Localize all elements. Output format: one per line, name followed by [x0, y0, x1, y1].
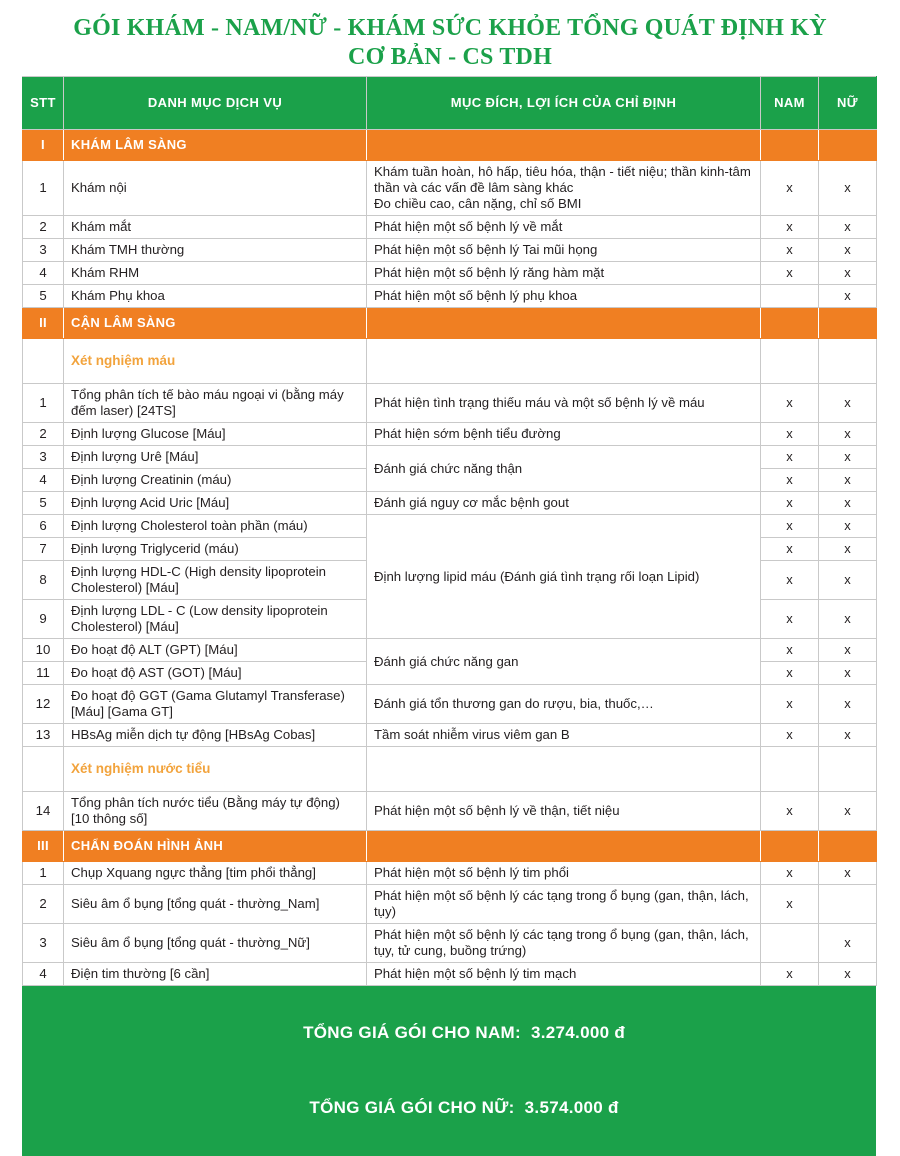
subsection-blank-purpose: [367, 339, 761, 384]
subsection-title: Xét nghiệm nước tiểu: [64, 747, 367, 792]
section-blank-purpose: [367, 831, 761, 862]
cell-purpose: Phát hiện một số bệnh lý các tạng trong ổ bụng (gan, thận, lách, tụy): [367, 885, 761, 924]
cell-female-mark: x: [819, 724, 877, 747]
total-price-male-label: TỔNG GIÁ GÓI CHO NAM:: [303, 1023, 521, 1042]
cell-male-mark: x: [761, 239, 819, 262]
cell-female-mark: x: [819, 161, 877, 216]
cell-purpose: Phát hiện một số bệnh lý về thận, tiết niệu: [367, 792, 761, 831]
cell-purpose: Phát hiện một số bệnh lý tim mạch: [367, 963, 761, 986]
cell-female-mark: x: [819, 662, 877, 685]
section-blank-purpose: [367, 130, 761, 161]
cell-male-mark: x: [761, 600, 819, 639]
cell-purpose: Phát hiện một số bệnh lý răng hàm mặt: [367, 262, 761, 285]
cell-male-mark: [761, 285, 819, 308]
total-price-female-spacer: [515, 1098, 525, 1117]
table-header-row: [23, 77, 877, 130]
cell-service-name: Khám nội: [64, 161, 367, 216]
cell-male-mark: x: [761, 639, 819, 662]
cell-male-mark: [761, 924, 819, 963]
total-price-male-row: [22, 995, 876, 1070]
cell-stt: 4: [23, 963, 64, 986]
cell-service-name: Định lượng LDL - C (Low density lipoprotein Cholesterol) [Máu]: [64, 600, 367, 639]
table-row: [23, 423, 877, 446]
cell-stt: 14: [23, 792, 64, 831]
cell-service-name: Định lượng Glucose [Máu]: [64, 423, 367, 446]
cell-male-mark: x: [761, 161, 819, 216]
cell-service-name: Định lượng Creatinin (máu): [64, 469, 367, 492]
cell-service-name: Định lượng Cholesterol toàn phần (máu): [64, 515, 367, 538]
subsection-blank-male: [761, 747, 819, 792]
service-table: [22, 76, 877, 986]
cell-service-name: Khám Phụ khoa: [64, 285, 367, 308]
cell-male-mark: x: [761, 423, 819, 446]
subsection-title: Xét nghiệm máu: [64, 339, 367, 384]
total-price-female-row: [22, 1070, 876, 1145]
cell-purpose: Tầm soát nhiễm virus viêm gan B: [367, 724, 761, 747]
cell-male-mark: x: [761, 885, 819, 924]
page-title: [0, 0, 900, 74]
cell-service-name: Đo hoạt độ AST (GOT) [Máu]: [64, 662, 367, 685]
subsection-blank-male: [761, 339, 819, 384]
table-row: [23, 862, 877, 885]
cell-male-mark: x: [761, 561, 819, 600]
cell-female-mark: x: [819, 239, 877, 262]
cell-stt: 1: [23, 862, 64, 885]
cell-stt: 9: [23, 600, 64, 639]
cell-male-mark: x: [761, 469, 819, 492]
cell-service-name: Chụp Xquang ngực thẳng [tim phổi thẳng]: [64, 862, 367, 885]
cell-stt: 1: [23, 161, 64, 216]
cell-service-name: Đo hoạt độ GGT (Gama Glutamyl Transferase) [Máu] [Gama GT]: [64, 685, 367, 724]
table-row: [23, 924, 877, 963]
table-row: [23, 492, 877, 515]
cell-female-mark: x: [819, 423, 877, 446]
section-blank-male: [761, 308, 819, 339]
total-price-male-spacer: [521, 1023, 531, 1042]
section-title: CẬN LÂM SÀNG: [64, 308, 367, 339]
cell-stt: 13: [23, 724, 64, 747]
cell-stt: 4: [23, 262, 64, 285]
section-numeral: II: [23, 308, 64, 339]
cell-stt: 1: [23, 384, 64, 423]
section-numeral: III: [23, 831, 64, 862]
subsection-blank-female: [819, 339, 877, 384]
cell-purpose: Phát hiện một số bệnh lý về mắt: [367, 216, 761, 239]
column-header-stt: STT: [23, 77, 64, 130]
cell-service-name: Khám RHM: [64, 262, 367, 285]
table-row: [23, 216, 877, 239]
cell-female-mark: [819, 885, 877, 924]
section-blank-male: [761, 130, 819, 161]
cell-male-mark: x: [761, 262, 819, 285]
column-header-male: NAM: [761, 77, 819, 130]
cell-stt: 10: [23, 639, 64, 662]
table-row: [23, 285, 877, 308]
cell-female-mark: x: [819, 446, 877, 469]
total-price-female-label: TỔNG GIÁ GÓI CHO NỮ:: [309, 1098, 515, 1117]
cell-female-mark: x: [819, 685, 877, 724]
table-row: [23, 885, 877, 924]
cell-service-name: Siêu âm ổ bụng [tổng quát - thường_Nữ]: [64, 924, 367, 963]
subsection-blank-stt: [23, 339, 64, 384]
section-title: KHÁM LÂM SÀNG: [64, 130, 367, 161]
section-header-row: [23, 308, 877, 339]
cell-stt: 3: [23, 239, 64, 262]
cell-female-mark: x: [819, 285, 877, 308]
cell-female-mark: x: [819, 469, 877, 492]
cell-male-mark: x: [761, 538, 819, 561]
cell-stt: 4: [23, 469, 64, 492]
cell-service-name: Siêu âm ổ bụng [tổng quát - thường_Nam]: [64, 885, 367, 924]
cell-female-mark: x: [819, 792, 877, 831]
cell-service-name: Định lượng HDL-C (High density lipoprotein Cholesterol) [Máu]: [64, 561, 367, 600]
cell-female-mark: x: [819, 216, 877, 239]
cell-purpose: Phát hiện một số bệnh lý Tai mũi họng: [367, 239, 761, 262]
table-row: [23, 446, 877, 469]
cell-female-mark: x: [819, 862, 877, 885]
cell-service-name: Định lượng Urê [Máu]: [64, 446, 367, 469]
section-blank-female: [819, 130, 877, 161]
section-numeral: I: [23, 130, 64, 161]
cell-stt: 8: [23, 561, 64, 600]
cell-male-mark: x: [761, 492, 819, 515]
cell-stt: 6: [23, 515, 64, 538]
cell-service-name: Tổng phân tích nước tiểu (Bằng máy tự động) [10 thông số]: [64, 792, 367, 831]
cell-purpose: Định lượng lipid máu (Đánh giá tình trạng rối loạn Lipid): [367, 515, 761, 639]
table-row: [23, 384, 877, 423]
cell-purpose: Phát hiện tình trạng thiếu máu và một số bệnh lý về máu: [367, 384, 761, 423]
section-header-row: [23, 130, 877, 161]
cell-female-mark: x: [819, 963, 877, 986]
cell-stt: 2: [23, 216, 64, 239]
cell-service-name: Định lượng Triglycerid (máu): [64, 538, 367, 561]
section-blank-female: [819, 308, 877, 339]
cell-male-mark: x: [761, 685, 819, 724]
table-row: [23, 685, 877, 724]
table-row: [23, 639, 877, 662]
column-header-purpose: MỤC ĐÍCH, LỢI ÍCH CỦA CHỈ ĐỊNH: [367, 77, 761, 130]
section-blank-male: [761, 831, 819, 862]
cell-purpose: Đánh giá tổn thương gan do rượu, bia, thuốc,…: [367, 685, 761, 724]
cell-stt: 7: [23, 538, 64, 561]
cell-male-mark: x: [761, 792, 819, 831]
subsection-blank-female: [819, 747, 877, 792]
table-header: [23, 77, 877, 130]
table-row: [23, 239, 877, 262]
total-price-male-value: 3.274.000 đ: [531, 1023, 626, 1042]
cell-purpose: Đánh giá nguy cơ mắc bệnh gout: [367, 492, 761, 515]
table-row: [23, 161, 877, 216]
column-header-female: NỮ: [819, 77, 877, 130]
section-blank-female: [819, 831, 877, 862]
cell-female-mark: x: [819, 262, 877, 285]
cell-stt: 5: [23, 492, 64, 515]
table-row: [23, 262, 877, 285]
cell-stt: 2: [23, 885, 64, 924]
cell-female-mark: x: [819, 538, 877, 561]
cell-female-mark: x: [819, 515, 877, 538]
subsection-blank-stt: [23, 747, 64, 792]
page-title-line1: GÓI KHÁM - NAM/NỮ - KHÁM SỨC KHỎE TỔNG QUÁT ĐỊNH KỲ: [73, 15, 827, 41]
cell-stt: 5: [23, 285, 64, 308]
cell-stt: 11: [23, 662, 64, 685]
cell-purpose: Đánh giá chức năng gan: [367, 639, 761, 685]
table-row: [23, 724, 877, 747]
cell-purpose: Phát hiện sớm bệnh tiểu đường: [367, 423, 761, 446]
service-table-wrapper: [22, 76, 876, 986]
subsection-header-row: [23, 339, 877, 384]
cell-service-name: Định lượng Acid Uric [Máu]: [64, 492, 367, 515]
cell-purpose: Khám tuần hoàn, hô hấp, tiêu hóa, thận - tiết niệu; thần kinh-tâm thần và các vấn đề lâm sàng khác Đo chiều cao, cân nặng, chỉ số BMI: [367, 161, 761, 216]
table-row: [23, 963, 877, 986]
cell-stt: 12: [23, 685, 64, 724]
page-title-line2: CƠ BẢN - CS TDH: [348, 44, 552, 70]
cell-stt: 3: [23, 924, 64, 963]
cell-male-mark: x: [761, 963, 819, 986]
cell-female-mark: x: [819, 561, 877, 600]
table-row: [23, 515, 877, 538]
cell-service-name: Khám TMH thường: [64, 239, 367, 262]
cell-female-mark: x: [819, 384, 877, 423]
cell-purpose: Phát hiện một số bệnh lý các tạng trong ổ bụng (gan, thận, lách, tụy, tử cung, buồng trứng): [367, 924, 761, 963]
cell-stt: 2: [23, 423, 64, 446]
total-price-female-value: 3.574.000 đ: [524, 1098, 619, 1117]
total-price-footer: [22, 986, 876, 1156]
section-blank-purpose: [367, 308, 761, 339]
cell-service-name: Tổng phân tích tế bào máu ngoại vi (bằng máy đếm laser) [24TS]: [64, 384, 367, 423]
cell-male-mark: x: [761, 216, 819, 239]
cell-female-mark: x: [819, 924, 877, 963]
subsection-header-row: [23, 747, 877, 792]
cell-female-mark: x: [819, 639, 877, 662]
cell-purpose: Đánh giá chức năng thận: [367, 446, 761, 492]
section-header-row: [23, 831, 877, 862]
cell-purpose: Phát hiện một số bệnh lý tim phổi: [367, 862, 761, 885]
cell-female-mark: x: [819, 492, 877, 515]
cell-male-mark: x: [761, 662, 819, 685]
cell-male-mark: x: [761, 384, 819, 423]
cell-service-name: Điện tim thường [6 cần]: [64, 963, 367, 986]
table-row: [23, 792, 877, 831]
cell-male-mark: x: [761, 446, 819, 469]
cell-service-name: Đo hoạt độ ALT (GPT) [Máu]: [64, 639, 367, 662]
cell-male-mark: x: [761, 862, 819, 885]
table-body: [23, 130, 877, 986]
cell-purpose: Phát hiện một số bệnh lý phụ khoa: [367, 285, 761, 308]
column-header-service: DANH MỤC DỊCH VỤ: [64, 77, 367, 130]
cell-male-mark: x: [761, 724, 819, 747]
cell-stt: 3: [23, 446, 64, 469]
subsection-blank-purpose: [367, 747, 761, 792]
cell-female-mark: x: [819, 600, 877, 639]
cell-male-mark: x: [761, 515, 819, 538]
cell-service-name: Khám mắt: [64, 216, 367, 239]
section-title: CHẨN ĐOÁN HÌNH ẢNH: [64, 831, 367, 862]
cell-service-name: HBsAg miễn dịch tự động [HBsAg Cobas]: [64, 724, 367, 747]
